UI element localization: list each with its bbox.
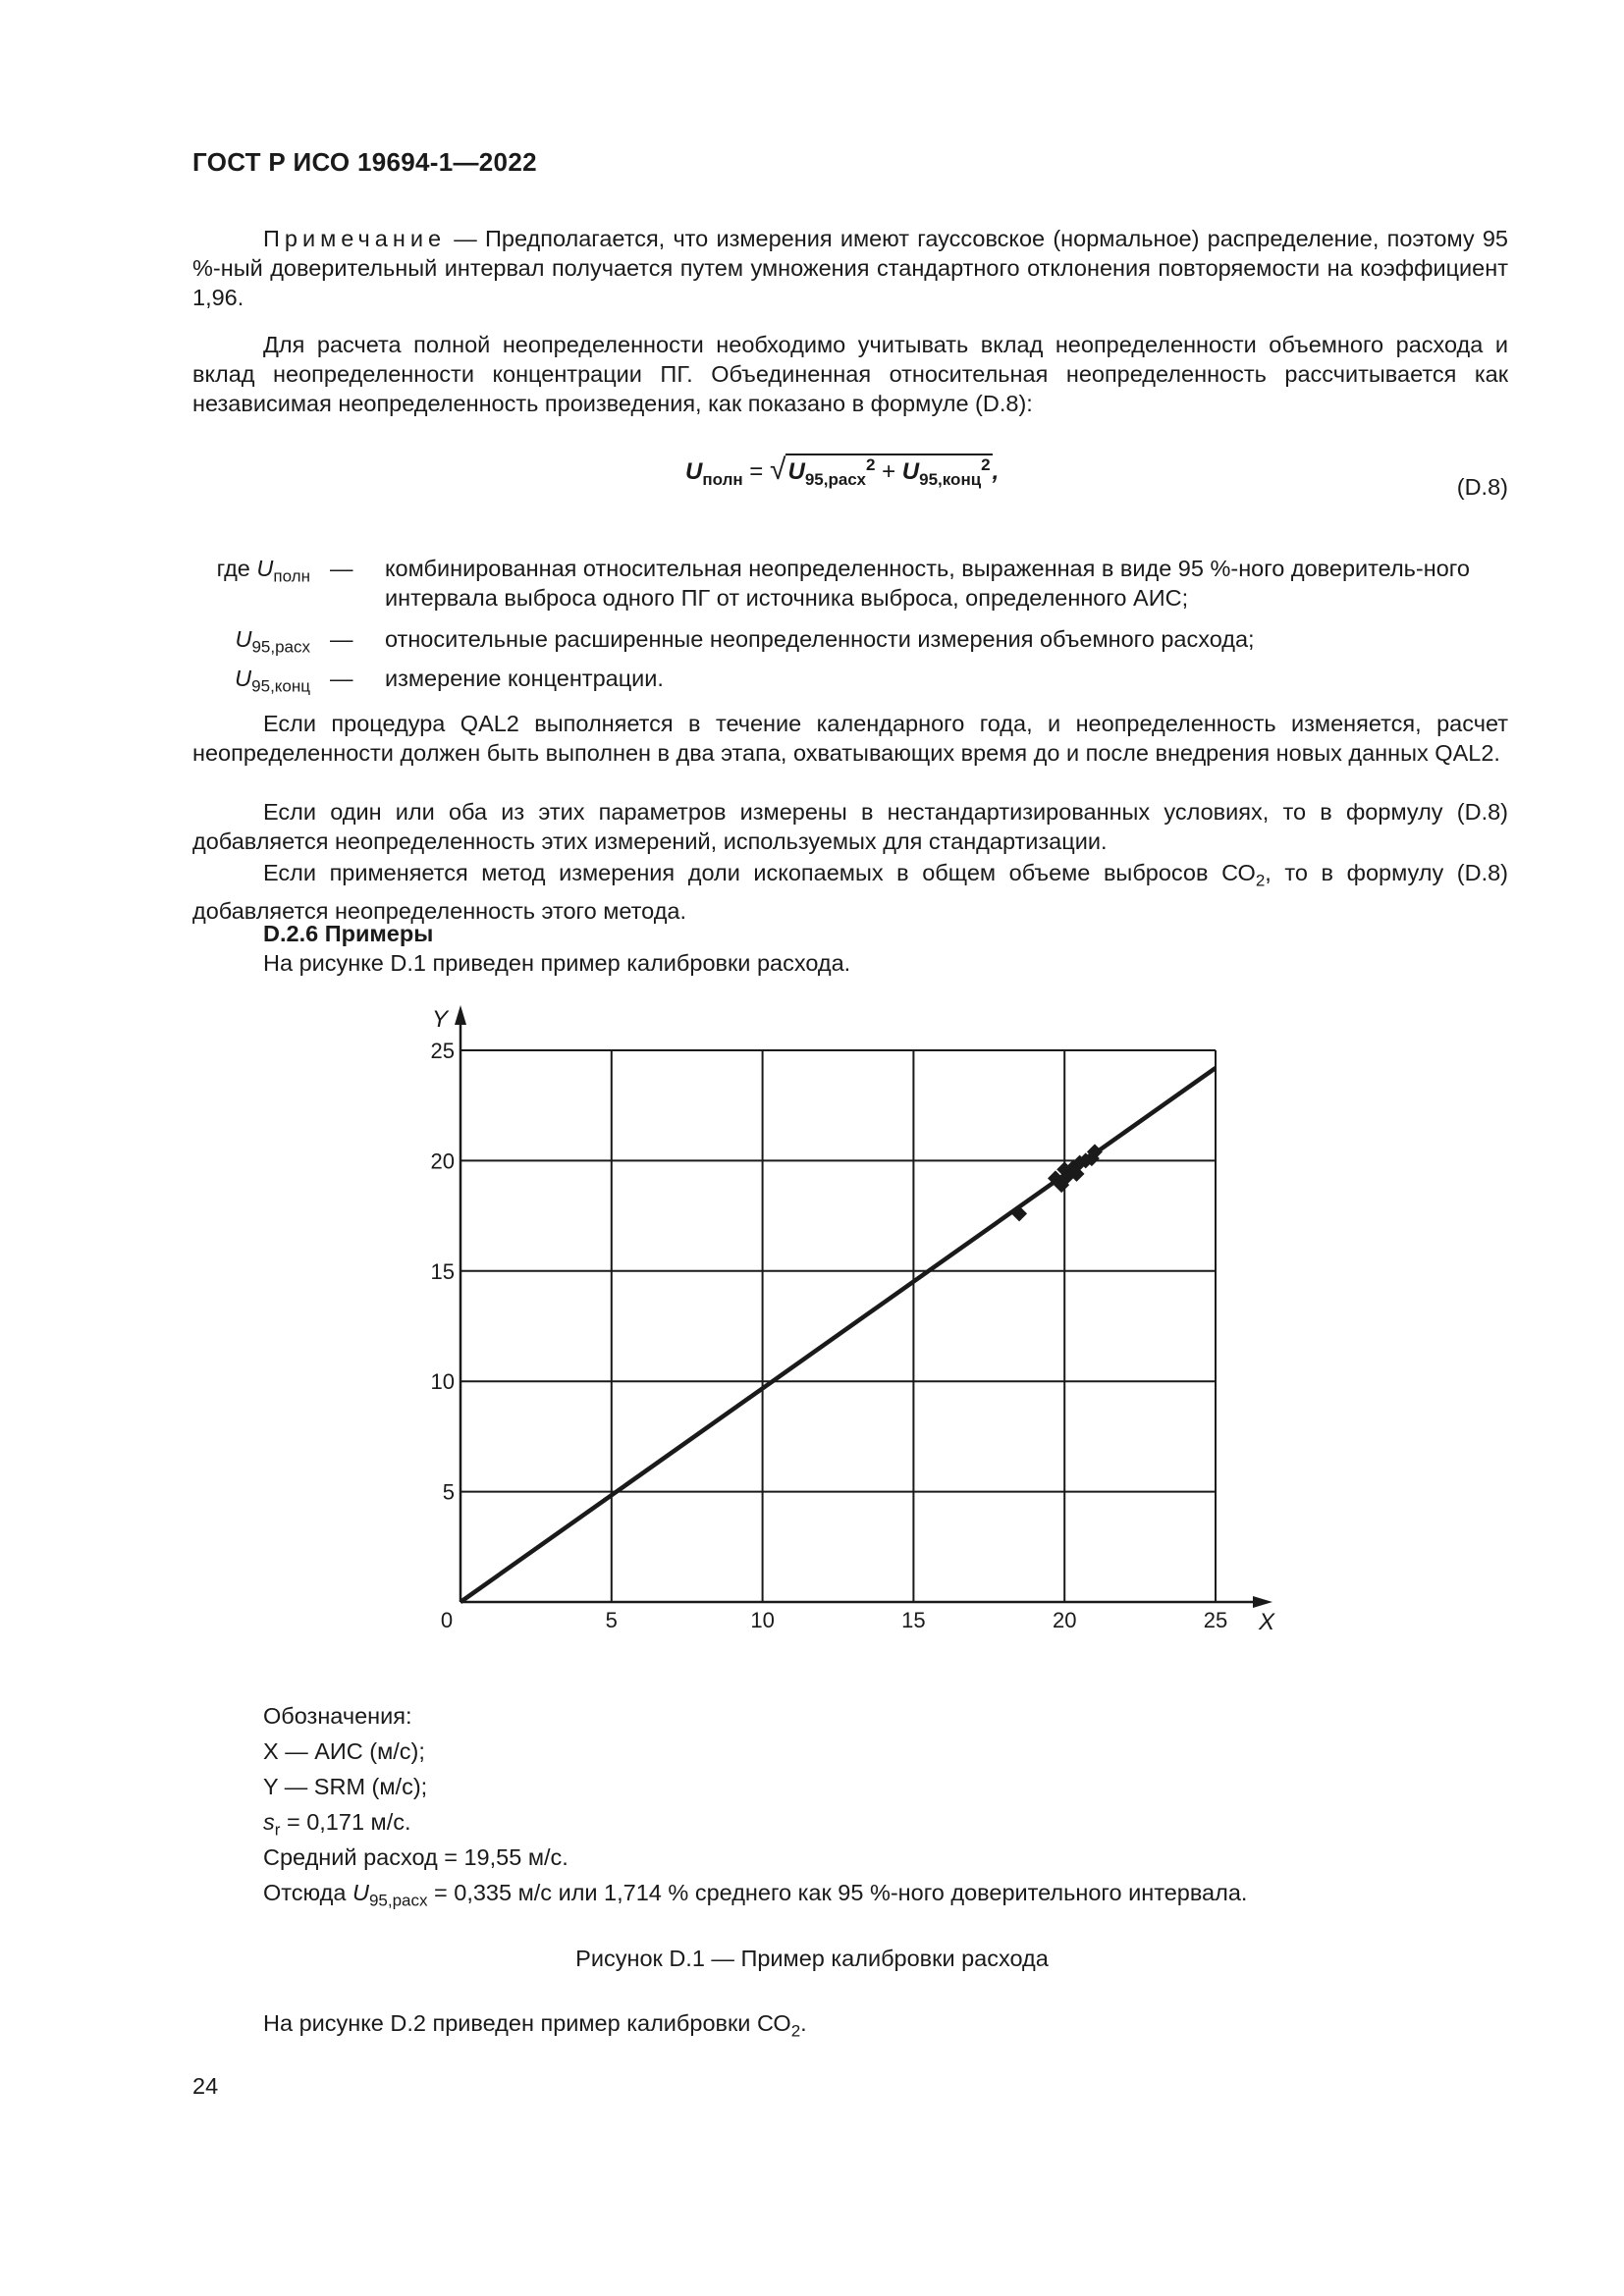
formula-lhs-sub: полн [702,469,743,489]
data-point [1056,1161,1072,1177]
para5-before: На рисунке D.2 приведен пример калибровки СО [263,2010,791,2036]
formula-term1-sub: 95,расх [804,469,866,489]
where-label: где [216,556,250,581]
page-number: 24 [192,2073,219,2099]
u95-before: Отсюда [263,1880,352,1905]
section-heading: D.2.6 Примеры [263,921,434,946]
equation-number: (D.8) [1456,474,1508,500]
legend-u95 [263,1875,1247,1919]
x-axis-arrow-icon [1253,1596,1272,1608]
paragraph-qal2: Если процедура QAL2 выполняется в течение календарного года, и неопределенность изменяется, расчет неопределенности должен быть выполнен в два этапа, охватывающих время до и после внедрения новых данных QAL2. [192,711,1508,766]
sqrt-icon: √ [770,454,786,486]
symbol-sub: 95,расх [251,637,310,657]
data-point [1078,1152,1094,1168]
y-axis-label: Y [432,1006,449,1033]
data-point [1084,1150,1100,1166]
formula-radicand [785,454,992,490]
note-text: — Предполагается, что измерения имеют гауссовское (нормальное) распределение, поэтому 95 %-ный доверительный интервал получается путем умножения стандартного отклонения повторяемости на коэффициент 1,96. [192,226,1508,310]
x-tick-label: 20 [1052,1608,1077,1632]
note-label: Примечание [263,226,447,251]
y-tick-label: 25 [430,1039,455,1063]
symbol-u: U [256,556,274,581]
formula-plus: + [875,458,902,485]
y-axis-arrow-icon [455,1005,466,1025]
sr-value: = 0,171 м/с. [280,1809,411,1835]
definition-u-poln [192,554,1508,614]
note-paragraph [192,224,1508,312]
para5-after: . [800,2010,807,2036]
symbol-sub: 95,конц [251,676,310,696]
para4-before: Если применяется метод измерения доли ископаемых в общем объеме выбросов СО [263,860,1256,885]
definition-dash: — [330,556,353,581]
x-tick-label: 15 [901,1608,926,1632]
figure-intro: На рисунке D.1 приведен пример калибровки расхода. [263,950,851,976]
legend-title: Обозначения: [263,1703,412,1729]
symbol-u: U [235,666,252,691]
y-tick-label: 15 [430,1258,455,1284]
definition-symbol [192,664,310,702]
data-point [1011,1205,1027,1221]
legend-mean: Средний расход = 19,55 м/с. [263,1844,568,1870]
legend-x: X — АИС (м/с); [263,1738,425,1764]
definition-dash: — [330,626,353,652]
paragraph-total-uncertainty: Для расчета полной неопределенности необходимо учитывать вклад неопределенности объемного расхода и вклад неопределенности концентрации ПГ. Объединенная относительная неопределенность рассчитывается как независимая неопределенность произведения, как показано в формуле (D.8): [192,332,1508,416]
definition-text: относительные расширенные неопределенности измерения объемного расхода; [385,626,1255,652]
figure-caption: Рисунок D.1 — Пример калибровки расхода [575,1946,1049,1971]
para4-after: , то в формулу (D.8) добавляется неопределенность этого метода. [192,860,1508,924]
formula-d8 [685,454,999,490]
x-tick-label: 25 [1203,1608,1228,1632]
paragraph-nonstandard: Если один или оба из этих параметров измерены в нестандартизированных условиях, то в формулу (D.8) добавляется неопределенность этих измерений, используемых для стандартизации. [192,799,1508,854]
formula-term2: U [901,458,920,485]
formula-equals: = [742,458,770,485]
definition-symbol [192,624,310,663]
data-point [1072,1155,1088,1171]
u95-sub: 95,расх [368,1891,428,1910]
definition-dash: — [330,666,353,691]
symbol-u: U [235,626,252,652]
x-tick-label: 5 [605,1608,618,1632]
data-point [1087,1144,1103,1159]
symbol-sub: полн [273,566,310,586]
formula-term1-sup: 2 [865,455,876,474]
legend-y: Y — SRM (м/с); [263,1774,428,1799]
paragraph-figure-d2 [192,2008,1508,2047]
document-header: ГОСТ Р ИСО 19694-1—2022 [192,147,537,177]
sr-symbol: s [263,1809,275,1835]
y-tick-label: 10 [430,1369,455,1395]
y-tick-label: 5 [442,1479,455,1505]
data-point [1062,1164,1078,1180]
formula-lhs: U [685,458,703,485]
sr-sub: r [274,1820,281,1840]
y-tick-label: 20 [430,1148,455,1174]
definition-text: комбинированная относительная неопределенность, выраженная в виде 95 %-ного доверитель-ного интервала выброса одного ПГ от источника выброса, определенного АИС; [385,556,1470,611]
u95-after: = 0,335 м/с или 1,714 % среднего как 95 %-ного доверительного интервала. [427,1880,1248,1905]
regression-line [460,1068,1216,1602]
formula-tail: , [992,458,1000,485]
formula-term2-sub: 95,конц [919,469,982,489]
formula-term1: U [787,458,805,485]
u95-symbol: U [352,1880,369,1905]
formula-term2-sup: 2 [981,455,991,474]
para5-sub: 2 [790,2021,801,2041]
data-point [1048,1170,1063,1186]
x-tick-label: 10 [750,1608,775,1632]
para4-sub: 2 [1255,871,1266,890]
data-point [1069,1166,1085,1182]
x-axis-label: X [1259,1609,1275,1635]
definition-symbol [192,554,310,592]
data-point [1054,1177,1069,1193]
data-point [1065,1159,1081,1175]
definition-text: измерение концентрации. [385,666,664,691]
paragraph-fossil [192,858,1508,926]
x-tick-label: 0 [440,1608,454,1632]
data-point [1059,1168,1075,1184]
